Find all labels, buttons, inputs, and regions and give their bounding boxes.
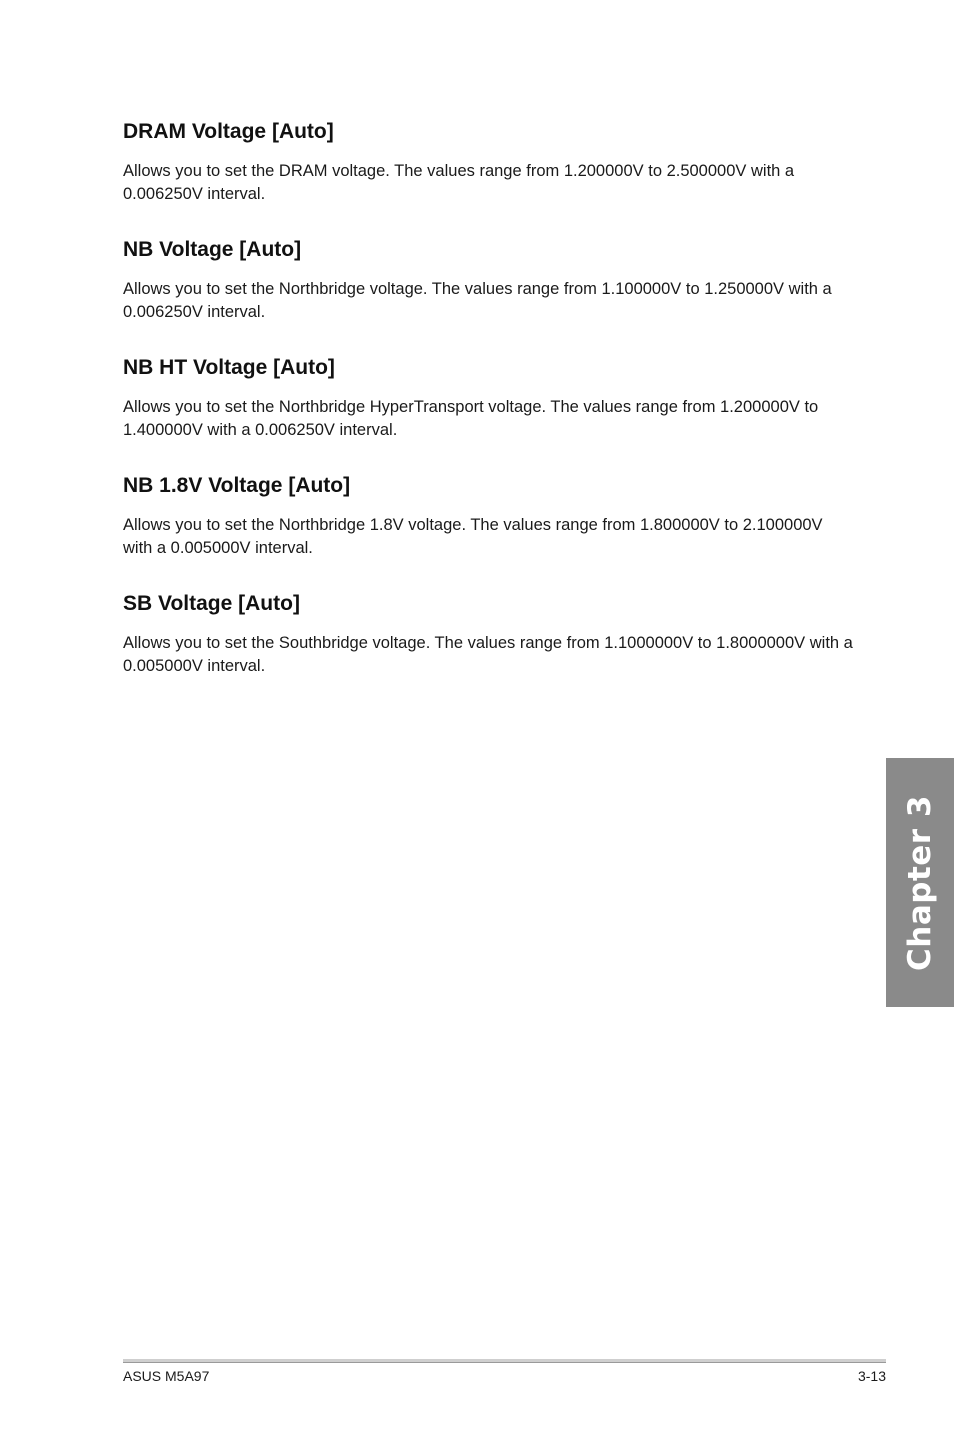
section-heading: NB HT Voltage [Auto] [123, 356, 335, 379]
section-nb-voltage [123, 236, 853, 324]
chapter-tab [886, 758, 954, 1007]
section-description: Allows you to set the Northbridge voltage. The values range from 1.100000V to 1.250000V with a 0.006250V interval. [123, 280, 832, 321]
section-dram-voltage [123, 118, 853, 206]
page-content [123, 118, 853, 708]
section-description: Allows you to set the DRAM voltage. The values range from 1.200000V to 2.500000V with a 0.006250V interval. [123, 162, 795, 203]
footer-divider [123, 1359, 886, 1363]
section-heading: NB 1.8V Voltage [Auto] [123, 474, 351, 497]
section-heading: DRAM Voltage [Auto] [123, 120, 334, 143]
footer-page-number: 3-13 [857, 1368, 886, 1384]
section-nb-ht-voltage [123, 354, 853, 442]
section-description: Allows you to set the Northbridge 1.8V voltage. The values range from 1.800000V to 2.100000V with a 0.005000V interval. [123, 516, 823, 557]
footer-product-name: ASUS M5A97 [123, 1368, 210, 1384]
section-description: Allows you to set the Southbridge voltage. The values range from 1.1000000V to 1.8000000V with a 0.005000V interval. [123, 634, 853, 675]
section-nb-1-8v-voltage [123, 472, 853, 560]
section-heading: SB Voltage [Auto] [123, 592, 300, 615]
chapter-tab-label: Chapter 3 [902, 794, 938, 971]
section-sb-voltage [123, 590, 853, 678]
section-description: Allows you to set the Northbridge HyperTransport voltage. The values range from 1.200000V to 1.400000V with a 0.006250V interval. [123, 398, 819, 439]
section-heading: NB Voltage [Auto] [123, 238, 302, 261]
